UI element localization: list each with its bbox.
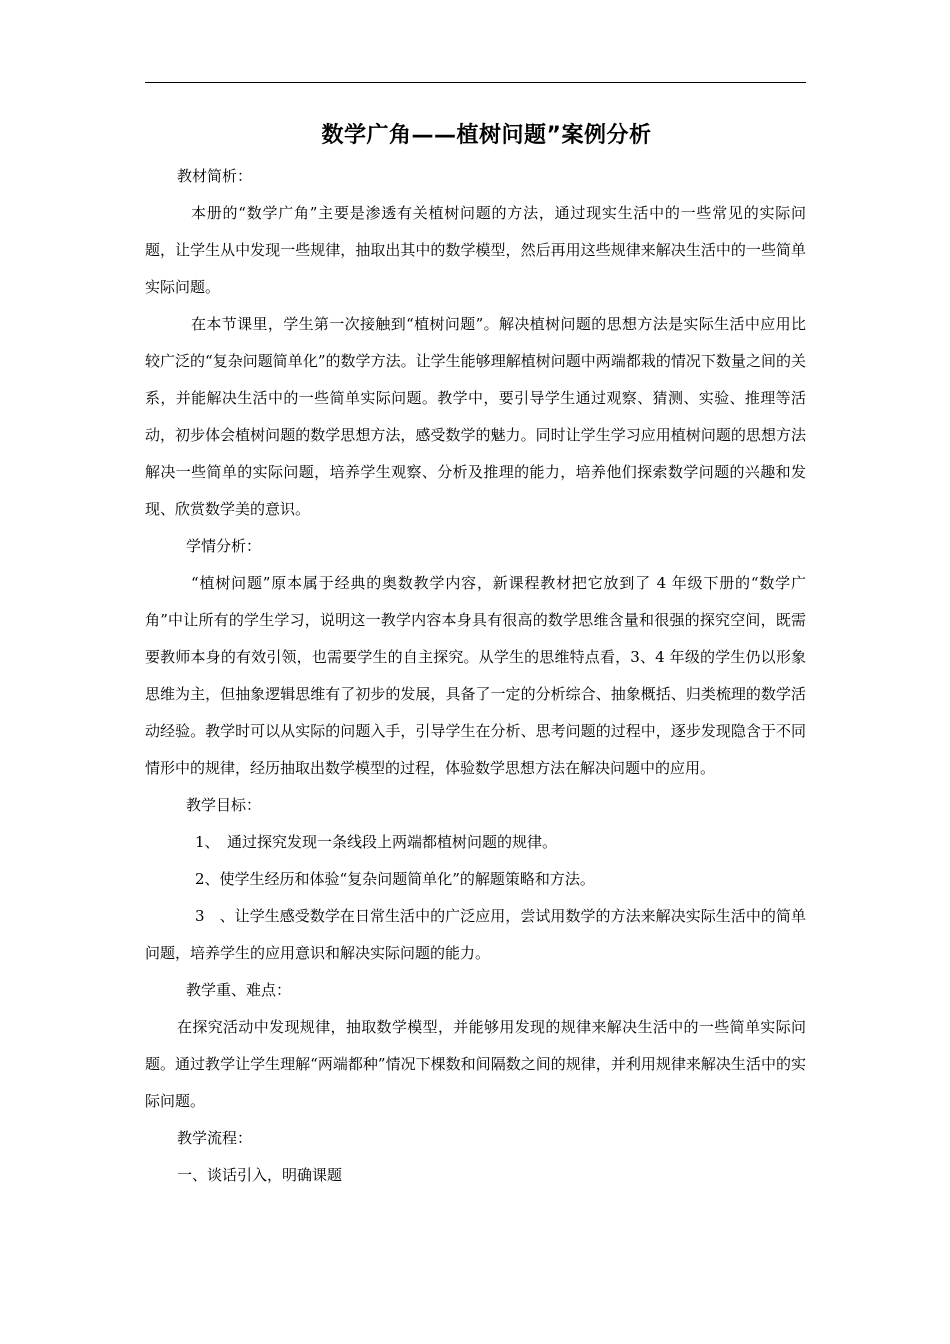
paragraph-students-1: “植树问题”原本属于经典的奥数教学内容，新课程教材把它放到了 4 年级下册的“数学广角”中让所有的学生学习，说明这一教学内容本身具有很高的数学思维含量和很强的探究空间，既需要教师本身的有效引领，也需要学生的自主探究。从学生的思维特点看，3、4 年级的学生仍以形象思维为主，但抽象逻辑思维有了初步的发展，具备了一定的分析综合、抽象概括、归类梳理的数学活动经验。教学时可以从实际的问题入手，引导学生在分析、思考问题的过程中，逐步发现隐含于不同情形中的规律，经历抽取出数学模型的过程，体验数学思想方法在解决问题中的应用。 — [145, 574, 806, 777]
paragraph-textbook-1: 本册的“数学广角”主要是渗透有关植树问题的方法，通过现实生活中的一些常见的实际问题，让学生从中发现一些规律，抽取出其中的数学模型，然后再用这些规律来解决生活中的一些简单实际问题。 — [145, 204, 806, 296]
goal-item-3: 3 、让学生感受数学在日常生活中的广泛应用，尝试用数学的方法来解决实际生活中的简单问题，培养学生的应用意识和解决实际问题的能力。 — [145, 907, 806, 962]
paragraph-keypoints-1: 在探究活动中发现规律，抽取数学模型，并能够用发现的规律来解决生活中的一些简单实际问题。通过教学让学生理解“两端都种”情况下棵数和间隔数之间的规律，并利用规律来解决生活中的实际问题。 — [145, 1018, 806, 1110]
document-body — [145, 158, 806, 1194]
header-rule — [145, 82, 806, 83]
goal-item-2: 2、使学生经历和体验“复杂问题简单化”的解题策略和方法。 — [195, 870, 595, 888]
section-heading-textbook: 教材简析： — [177, 167, 253, 185]
paragraph-textbook-2: 在本节课里，学生第一次接触到“植树问题”。解决植树问题的思想方法是实际生活中应用比较广泛的“复杂问题简单化”的数学方法。让学生能够理解植树问题中两端都栽的情况下数量之间的关系，并能解决生活中的一些简单实际问题。教学中，要引导学生通过观察、猜测、实验、推理等活动，初步体会植树问题的数学思想方法，感受数学的魅力。同时让学生学习应用植树问题的思想方法解决一些简单的实际问题，培养学生观察、分析及推理的能力，培养他们探索数学问题的兴趣和发现、欣赏数学美的意识。 — [145, 315, 806, 518]
process-step-1: 一、谈话引入，明确课题 — [177, 1166, 343, 1184]
section-heading-keypoints: 教学重、难点： — [186, 981, 292, 999]
section-heading-goals: 教学目标： — [186, 796, 262, 814]
section-heading-process: 教学流程： — [177, 1129, 253, 1147]
document-title: 数学广角——植树问题”案例分析 — [321, 123, 652, 148]
goal-item-1: 1、 通过探究发现一条线段上两端都植树问题的规律。 — [195, 833, 558, 851]
section-heading-students: 学情分析： — [186, 537, 262, 555]
